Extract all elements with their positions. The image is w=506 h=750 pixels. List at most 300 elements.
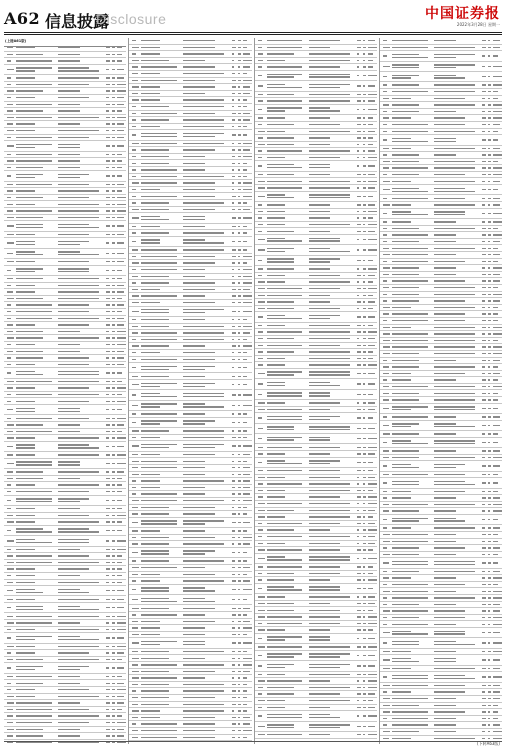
fine-print-text xyxy=(488,241,490,242)
fine-print-text xyxy=(258,174,264,175)
fine-print-text xyxy=(267,416,303,417)
fine-print-text xyxy=(383,241,387,242)
table-cell xyxy=(380,379,390,380)
fine-print-text xyxy=(16,47,35,48)
fine-print-text xyxy=(16,454,35,455)
table-row xyxy=(255,273,377,280)
table-row xyxy=(129,147,251,154)
table-cell xyxy=(265,84,307,88)
table-cell xyxy=(255,470,265,471)
table-cell xyxy=(366,268,377,269)
table-cell xyxy=(139,262,181,263)
fine-print-text xyxy=(368,181,377,182)
fine-print-text xyxy=(117,652,124,653)
table-row xyxy=(4,221,126,231)
fine-print-text xyxy=(16,531,52,532)
fine-print-text xyxy=(132,445,139,446)
fine-print-text xyxy=(309,150,350,151)
fine-print-text xyxy=(183,196,214,197)
fine-print-text xyxy=(368,109,377,110)
fine-print-text xyxy=(183,176,224,177)
fine-print-text xyxy=(16,285,35,286)
table-cell xyxy=(265,447,307,448)
fine-print-text xyxy=(267,639,286,640)
fine-print-text xyxy=(16,298,43,299)
fine-print-text xyxy=(16,244,35,245)
fine-print-text xyxy=(434,409,475,410)
fine-print-text xyxy=(258,680,265,681)
table-cell xyxy=(14,715,56,716)
table-row xyxy=(4,355,126,362)
fine-print-text xyxy=(16,84,52,85)
table-cell xyxy=(390,416,432,417)
fine-print-text xyxy=(117,130,124,131)
fine-print-text xyxy=(392,211,411,212)
table-cell xyxy=(390,138,432,142)
fine-print-text xyxy=(267,211,286,212)
table-cell xyxy=(139,474,181,475)
fine-print-text xyxy=(141,126,160,127)
fine-print-text xyxy=(183,326,224,327)
fine-print-text xyxy=(363,687,365,688)
fine-print-text xyxy=(7,715,13,716)
fine-print-text xyxy=(363,325,365,326)
fine-print-text xyxy=(267,204,286,205)
table-cell xyxy=(307,616,355,617)
table-cell xyxy=(255,734,265,735)
fine-print-text xyxy=(58,521,99,522)
table-cell xyxy=(129,269,139,270)
table-row xyxy=(129,565,251,572)
fine-print-text xyxy=(383,450,389,451)
fine-print-text xyxy=(309,664,350,665)
fine-print-text xyxy=(383,457,389,458)
fine-print-text xyxy=(7,702,14,703)
table-cell xyxy=(380,307,390,308)
table-cell xyxy=(4,491,14,492)
table-cell xyxy=(4,372,14,373)
fine-print-text xyxy=(7,253,13,254)
table-cell xyxy=(129,530,139,531)
fine-print-text xyxy=(132,106,136,107)
table-cell xyxy=(307,680,355,681)
table-cell xyxy=(307,402,355,403)
table-cell xyxy=(307,674,355,675)
fine-print-text xyxy=(132,249,138,250)
fine-print-text xyxy=(238,627,240,628)
fine-print-text xyxy=(132,737,138,738)
fine-print-text xyxy=(183,113,214,114)
fine-print-text xyxy=(112,409,114,410)
table-row xyxy=(4,232,126,239)
table-cell xyxy=(255,523,265,524)
fine-print-text xyxy=(16,696,35,697)
fine-print-text xyxy=(434,274,456,275)
fine-print-text xyxy=(493,340,498,341)
fine-print-text xyxy=(58,639,99,640)
table-cell xyxy=(129,461,139,462)
fine-print-text xyxy=(16,528,43,529)
table-cell xyxy=(14,167,56,168)
fine-print-text xyxy=(493,320,498,321)
fine-print-text xyxy=(368,211,377,212)
fine-print-text xyxy=(368,75,377,76)
fine-print-text xyxy=(132,394,136,395)
newspaper-logo: 中国证券报 xyxy=(425,6,500,22)
fine-print-text xyxy=(493,386,502,387)
table-cell xyxy=(139,530,181,531)
table-cell xyxy=(491,353,502,354)
table-cell xyxy=(255,75,265,76)
table-cell xyxy=(265,47,307,48)
fine-print-text xyxy=(58,461,80,462)
table-cell xyxy=(14,599,56,600)
fine-print-text xyxy=(183,40,214,41)
fine-print-text xyxy=(58,599,99,600)
table-cell xyxy=(307,529,355,530)
fine-print-text xyxy=(132,126,136,127)
fine-print-text xyxy=(363,516,365,517)
fine-print-text xyxy=(258,187,265,188)
fine-print-text xyxy=(493,254,500,255)
fine-print-text xyxy=(7,471,13,472)
fine-print-text xyxy=(363,117,365,118)
table-row xyxy=(129,111,251,118)
fine-print-text xyxy=(434,204,475,205)
fine-print-text xyxy=(243,113,250,114)
fine-print-text xyxy=(141,386,160,387)
table-row xyxy=(129,619,251,626)
table-cell xyxy=(241,474,252,475)
table-cell xyxy=(255,549,265,550)
table-cell xyxy=(4,167,14,168)
fine-print-text xyxy=(267,536,303,537)
table-cell xyxy=(265,453,307,454)
table-cell xyxy=(491,84,502,85)
table-cell xyxy=(56,729,104,730)
table-cell xyxy=(181,487,229,488)
table-cell xyxy=(129,232,139,233)
table-cell xyxy=(265,194,307,198)
table-cell xyxy=(380,154,390,155)
table-row xyxy=(255,739,377,744)
table-cell xyxy=(307,566,355,567)
table-cell xyxy=(115,555,126,556)
table-cell xyxy=(4,364,14,365)
fine-print-text xyxy=(309,623,340,624)
fine-print-text xyxy=(7,60,11,61)
fine-print-text xyxy=(141,209,168,210)
fine-print-text xyxy=(141,493,177,494)
fine-print-text xyxy=(434,320,465,321)
fine-print-text xyxy=(368,629,373,630)
fine-print-text xyxy=(183,386,205,387)
table-cell xyxy=(14,251,56,255)
fine-print-text xyxy=(117,575,122,576)
fine-print-text xyxy=(58,60,80,61)
fine-print-text xyxy=(363,503,365,504)
fine-print-text xyxy=(58,154,80,155)
table-cell xyxy=(307,211,355,212)
table-cell xyxy=(366,196,377,197)
table-cell xyxy=(56,508,104,509)
table-cell xyxy=(4,97,14,98)
fine-print-text xyxy=(141,219,168,220)
fine-print-text xyxy=(243,677,248,678)
fine-print-text xyxy=(267,419,303,420)
table-row xyxy=(129,595,251,605)
table-cell xyxy=(181,249,229,250)
fine-print-text xyxy=(267,623,303,624)
fine-print-text xyxy=(309,453,331,454)
fine-print-text xyxy=(117,242,124,243)
table-cell xyxy=(56,144,104,148)
table-row xyxy=(4,121,126,128)
fine-print-text xyxy=(267,490,286,491)
table-row xyxy=(4,613,126,620)
table-cell xyxy=(491,442,502,443)
fine-print-text xyxy=(141,671,168,672)
table-cell xyxy=(255,150,265,151)
fine-print-text xyxy=(7,167,11,168)
table-cell xyxy=(366,693,377,694)
table-cell xyxy=(307,693,355,694)
table-cell xyxy=(115,646,126,647)
table-row xyxy=(129,267,251,274)
table-row xyxy=(255,58,377,65)
table-cell xyxy=(390,161,432,162)
fine-print-text xyxy=(267,629,286,630)
table-cell xyxy=(366,453,377,454)
table-cell xyxy=(56,130,104,131)
fine-print-text xyxy=(243,599,248,600)
table-cell xyxy=(265,573,307,574)
fine-print-text xyxy=(309,110,340,111)
fine-print-text xyxy=(132,560,136,561)
table-cell xyxy=(129,176,139,177)
table-cell xyxy=(265,490,307,491)
table-cell xyxy=(390,379,432,380)
table-row xyxy=(380,278,502,285)
table-row xyxy=(4,707,126,714)
table-row xyxy=(4,596,126,603)
table-cell xyxy=(241,169,252,170)
table-cell xyxy=(139,302,181,303)
table-row xyxy=(129,511,251,518)
fine-print-text xyxy=(434,261,465,262)
fine-print-text xyxy=(132,282,136,283)
table-row xyxy=(380,72,502,82)
fine-print-text xyxy=(238,99,240,100)
table-row xyxy=(4,392,126,399)
fine-print-text xyxy=(368,674,377,675)
table-cell xyxy=(139,537,181,538)
table-row xyxy=(4,713,126,720)
fine-print-text xyxy=(392,64,419,65)
fine-print-text xyxy=(16,689,35,690)
table-cell xyxy=(139,717,181,718)
table-cell xyxy=(366,510,377,511)
table-cell xyxy=(56,344,104,345)
table-cell xyxy=(115,331,126,332)
table-cell xyxy=(181,730,229,731)
table-cell xyxy=(241,567,252,568)
fine-print-text xyxy=(132,276,138,277)
fine-print-text xyxy=(243,405,252,406)
fine-print-text xyxy=(434,393,475,394)
fine-print-text xyxy=(493,327,502,328)
fine-print-text xyxy=(363,483,365,484)
table-row xyxy=(255,571,377,578)
fine-print-text xyxy=(258,603,265,604)
continued-from-label: (上接A61版) xyxy=(4,38,126,47)
fine-print-text xyxy=(117,197,126,198)
table-cell xyxy=(115,54,126,55)
table-cell xyxy=(491,66,502,67)
fine-print-text xyxy=(258,579,262,580)
fine-print-text xyxy=(493,174,502,175)
fine-print-text xyxy=(258,566,264,567)
fine-print-text xyxy=(488,131,490,132)
fine-print-text xyxy=(493,117,502,118)
table-cell xyxy=(115,667,126,668)
fine-print-text xyxy=(434,280,465,281)
table-cell xyxy=(4,298,14,299)
fine-print-text xyxy=(434,241,456,242)
table-cell xyxy=(181,383,229,387)
table-row xyxy=(255,661,377,671)
fine-print-text xyxy=(383,117,389,118)
fine-print-text xyxy=(141,106,168,107)
table-cell xyxy=(14,241,56,245)
table-cell xyxy=(139,86,181,87)
table-cell xyxy=(129,106,139,107)
table-cell xyxy=(56,387,104,388)
fine-print-text xyxy=(232,169,235,170)
table-cell xyxy=(390,188,432,192)
fine-print-text xyxy=(117,285,124,286)
table-cell xyxy=(56,184,104,185)
fine-print-text xyxy=(141,704,168,705)
fine-print-text xyxy=(141,614,177,615)
table-cell xyxy=(56,715,104,716)
fine-print-text xyxy=(309,157,340,158)
fine-print-text xyxy=(383,124,387,125)
fine-print-text xyxy=(16,324,35,325)
table-cell xyxy=(380,241,390,242)
fine-print-text xyxy=(183,393,224,394)
table-cell xyxy=(139,66,181,67)
table-cell xyxy=(14,722,56,723)
table-cell xyxy=(390,300,432,301)
table-cell xyxy=(241,684,252,685)
table-cell xyxy=(139,704,181,705)
table-row xyxy=(4,727,126,734)
fine-print-text xyxy=(309,194,350,195)
table-cell xyxy=(255,616,265,617)
fine-print-text xyxy=(132,93,138,94)
table-cell xyxy=(366,588,377,589)
table-cell xyxy=(265,470,307,471)
fine-print-text xyxy=(58,702,80,703)
table-cell xyxy=(255,275,265,276)
fine-print-text xyxy=(16,742,52,743)
fine-print-text xyxy=(368,655,375,656)
fine-print-text xyxy=(434,234,456,235)
fine-print-text xyxy=(58,729,80,730)
fine-print-text xyxy=(58,689,89,690)
table-cell xyxy=(139,352,181,353)
table-cell xyxy=(115,562,126,563)
fine-print-text xyxy=(368,687,377,688)
fine-print-text xyxy=(112,351,114,352)
fine-print-text xyxy=(141,60,168,61)
fine-print-text xyxy=(383,340,390,341)
table-cell xyxy=(265,503,307,504)
table-row xyxy=(255,98,377,105)
table-cell xyxy=(14,702,56,703)
table-cell xyxy=(139,634,181,635)
fine-print-text xyxy=(392,386,428,387)
table-cell xyxy=(380,360,390,361)
fine-print-text xyxy=(243,684,248,685)
table-cell xyxy=(307,181,355,182)
fine-print-text xyxy=(493,66,502,67)
fine-print-text xyxy=(141,644,160,645)
table-cell xyxy=(265,53,307,54)
table-cell xyxy=(255,477,265,478)
fine-print-text xyxy=(141,430,168,431)
fine-print-text xyxy=(368,150,375,151)
fine-print-text xyxy=(58,224,89,225)
fine-print-text xyxy=(141,500,177,501)
fine-print-text xyxy=(309,240,340,241)
table-cell xyxy=(307,516,355,517)
table-cell xyxy=(255,66,265,67)
table-row xyxy=(4,152,126,159)
table-row xyxy=(255,547,377,554)
table-cell xyxy=(4,431,14,432)
fine-print-text xyxy=(357,249,360,250)
fine-print-text xyxy=(368,351,373,352)
fine-print-text xyxy=(493,379,498,380)
fine-print-text xyxy=(58,471,99,472)
fine-print-text xyxy=(392,393,419,394)
table-cell xyxy=(307,371,355,375)
table-cell xyxy=(129,119,139,120)
fine-print-text xyxy=(7,145,14,146)
table-cell xyxy=(4,60,14,61)
fine-print-text xyxy=(243,530,248,531)
table-cell xyxy=(307,392,355,396)
fine-print-text xyxy=(258,295,265,296)
fine-print-text xyxy=(383,346,390,347)
table-cell xyxy=(139,560,181,561)
fine-print-text xyxy=(141,454,160,455)
fine-print-text xyxy=(434,433,456,434)
fine-print-text xyxy=(309,439,331,440)
table-cell xyxy=(241,339,252,340)
fine-print-text xyxy=(141,601,177,602)
fine-print-text xyxy=(183,156,205,157)
table-cell xyxy=(241,189,252,190)
fine-print-text xyxy=(434,360,456,361)
table-cell xyxy=(4,454,14,455)
fine-print-text xyxy=(16,318,52,319)
fine-print-text xyxy=(243,614,248,615)
fine-print-text xyxy=(363,275,365,276)
table-cell xyxy=(307,734,355,735)
